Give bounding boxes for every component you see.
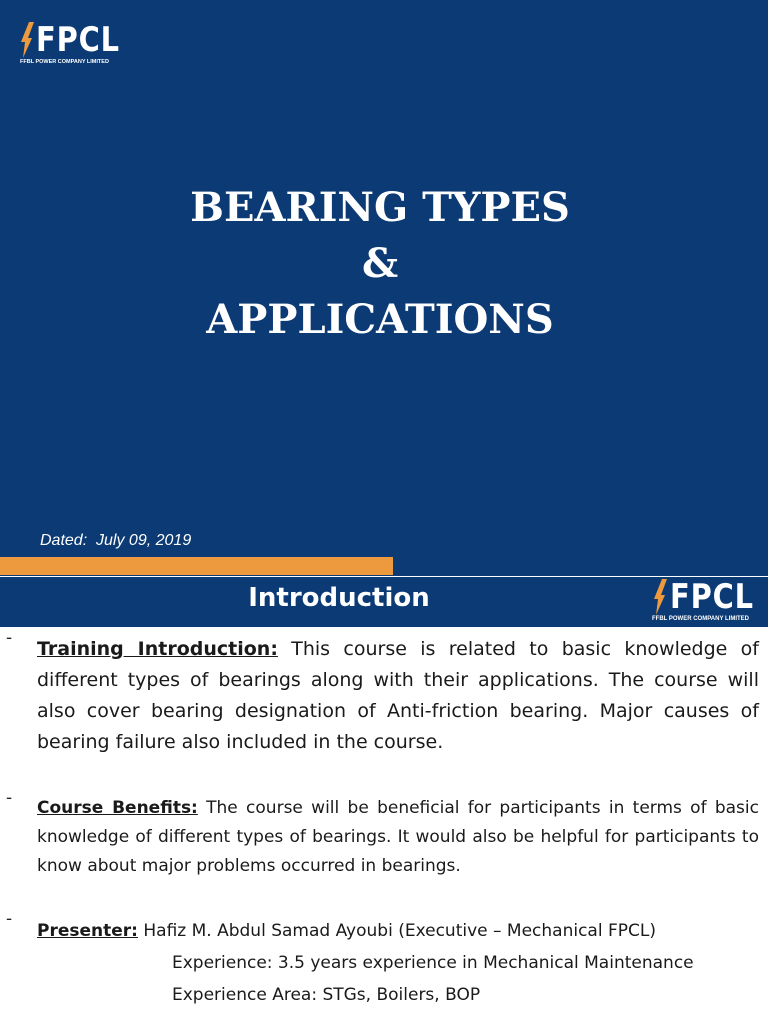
lightning-bolt-icon — [652, 579, 668, 615]
bullet-dash: - — [6, 628, 13, 648]
item-paragraph — [37, 634, 759, 758]
presenter-experience-area: Experience Area: STGs, Boilers, BOP — [172, 985, 481, 1005]
item-text: The course will be beneficial for participants in terms of basic knowledge of different types of bearings. It would also be helpful for participants to know about major problems occurred in bearings. — [37, 798, 759, 876]
logo-text: FPCL — [36, 20, 120, 60]
logo-text: FPCL — [670, 577, 754, 617]
intro-title: Introduction — [248, 583, 430, 613]
bullet-dash: - — [6, 788, 13, 808]
title-line-3: APPLICATIONS — [206, 296, 554, 343]
item-text: This course is related to basic knowledge of different types of bearings along with their applications. The course will also cover bearing designation of Anti-friction bearing. Major causes of bearing failure also included in the course. — [37, 638, 759, 753]
item-paragraph — [37, 794, 759, 881]
item-paragraph — [37, 915, 759, 1011]
item-label: Training Introduction: — [37, 638, 278, 660]
logo-tagline: FFBL POWER COMPANY LIMITED — [652, 616, 749, 622]
accent-bar — [0, 557, 393, 575]
logo-tagline: FFBL POWER COMPANY LIMITED — [20, 59, 109, 65]
item-text: Hafiz M. Abdul Samad Ayoubi (Executive – Mechanical FPCL) — [137, 921, 656, 941]
presenter-experience: Experience: 3.5 years experience in Mechanical Maintenance — [172, 953, 694, 973]
lightning-bolt-icon — [20, 22, 34, 58]
company-logo — [20, 22, 135, 66]
item-label: Presenter: — [37, 921, 138, 941]
date-text: Dated: July 09, 2019 — [40, 532, 192, 549]
bullet-dash: - — [6, 909, 13, 929]
company-logo-small — [652, 579, 768, 622]
intro-slide-header — [0, 577, 768, 627]
title-line-1: BEARING TYPES — [190, 184, 570, 231]
title-line-2: & — [361, 240, 399, 287]
slide-title — [0, 180, 760, 348]
item-label: Course Benefits: — [37, 798, 198, 818]
